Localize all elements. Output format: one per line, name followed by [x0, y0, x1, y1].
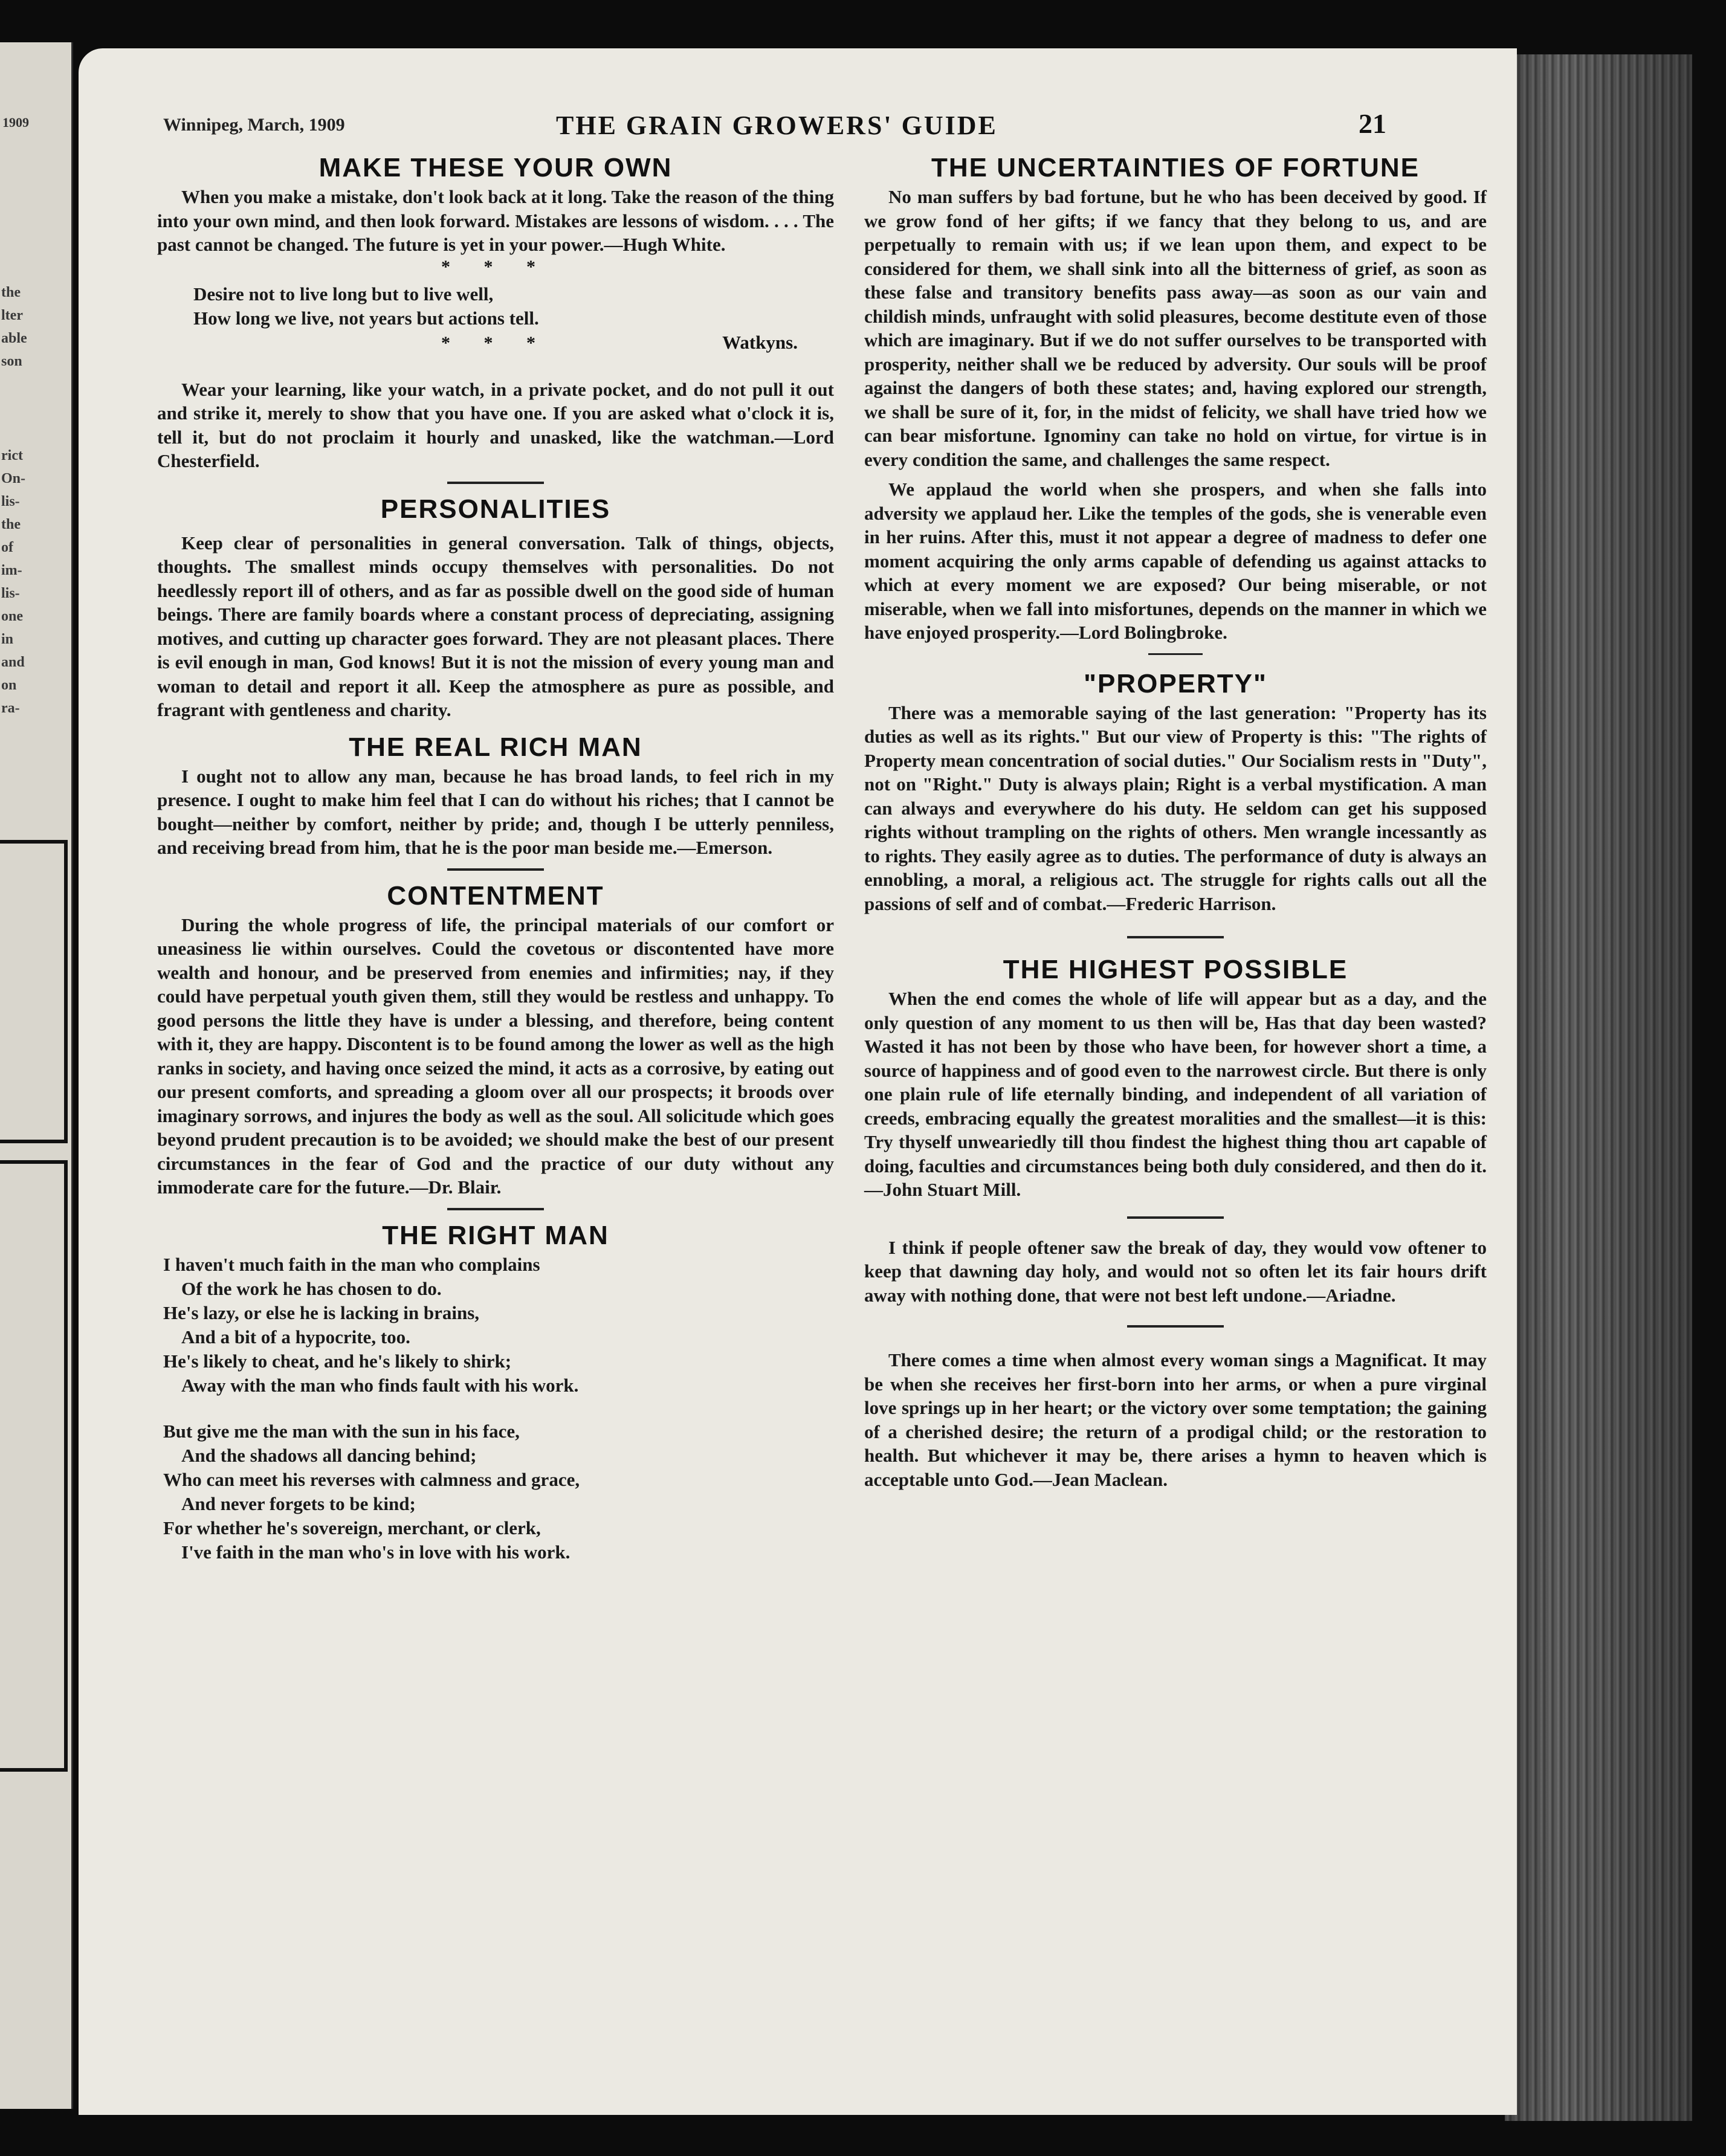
poem-line: I haven't much faith in the man who complains — [163, 1253, 540, 1275]
verse-line: Desire not to live long but to live well, — [193, 283, 494, 305]
newspaper-page — [79, 48, 1517, 2115]
section-title-highest-possible: THE HIGHEST POSSIBLE — [1003, 955, 1348, 984]
page-stack-edge — [1505, 54, 1692, 2121]
paragraph: Keep clear of personalities in general conversation. Talk of things, objects, thoughts. The smallest minds occupy themselves with personalities. Do not heedlessly report ill of others, and as far as possible dwell on the good side of human beings. There are family boards where a constant process of depreciating, assigning motives, and cutting up character goes forward. They are not pleasant places. There is evil enough in man, God knows! But it is not the mission of every young man and woman to detail and report it all. Keep the atmosphere as pure as possible, and fragrant with gentleness and charity. — [157, 532, 834, 720]
paragraph: During the whole progress of life, the principal materials of our comfort or uneasiness lie within ourselves. Could the covetous or discontented have more wealth and honour, and be preserved from enemies and infirmities; nay, if they could have perpetual youth given them, still they would be restless and unhappy. To good persons the little they have is under a blessing, and therefore, being content with it, they are happy. Discontent is to be found among the lower as well as the high ranks in society, and having once seized the mind, it acts as a corrosive, by eating out our present comforts, and spreading a gloom over all our prospects; it broods over imaginary sorrows, and injures the body as well as the soul. All solicitude which goes beyond prudent precaution is to be avoided; we should make the best of our present circumstances in the fear of God and the practice of our duty without any immoderate care for the future.—Dr. Blair. — [157, 914, 834, 1198]
section-title-uncertainties: THE UNCERTAINTIES OF FORTUNE — [931, 153, 1420, 182]
section-rule — [1127, 1325, 1224, 1328]
adjacent-page-fragment: in — [1, 631, 14, 647]
adjacent-page-box — [0, 1160, 68, 1772]
left-column — [157, 151, 834, 1564]
adjacent-page-fragment: able — [1, 331, 27, 346]
poem-line: And a bit of a hypocrite, too. — [181, 1326, 410, 1348]
section-title-contentment: CONTENTMENT — [387, 880, 604, 911]
poem-line: For whether he's sovereign, merchant, or clerk, — [163, 1517, 541, 1538]
adjacent-page-fragment: im- — [1, 563, 22, 578]
verse — [157, 282, 834, 331]
paragraph: I think if people oftener saw the break of day, they would vow oftener to keep that dawning day holy, and would not so often let its fair hours drift away with nothing done, that were not best left undone.—Ariadne. — [864, 1236, 1487, 1306]
poem-line: And the shadows all dancing behind; — [181, 1444, 477, 1466]
adjacent-page-fragment: on — [1, 677, 17, 693]
section-title-right-man: THE RIGHT MAN — [382, 1220, 609, 1250]
section-rule — [1148, 653, 1203, 655]
adjacent-page-year: 1909 — [2, 115, 29, 130]
poem-line: He's lazy, or else he is lacking in brains, — [163, 1302, 480, 1323]
adjacent-page-fragment: the — [1, 517, 21, 532]
adjacent-page-fragment: lter — [1, 308, 23, 323]
adjacent-page-fragment: rict — [1, 448, 23, 463]
place-date: Winnipeg, March, 1909 — [163, 115, 345, 135]
adjacent-page-fragment: son — [1, 353, 22, 369]
paragraph: Wear your learning, like your watch, in a private pocket, and do not pull it out and strike it, merely to show that you have one. If you are asked what o'clock it is, tell it, but do not proclaim it hourly and unasked, like the watchman.—Lord Chesterfield. — [157, 378, 834, 471]
running-header — [79, 97, 1517, 157]
poem-line: He's likely to cheat, and he's likely to shirk; — [163, 1350, 512, 1372]
stars-divider: * * * — [441, 332, 550, 353]
poem-line: And never forgets to be kind; — [181, 1493, 416, 1514]
section-rule — [447, 1208, 544, 1210]
verse-attribution: Watkyns. — [722, 331, 798, 353]
publication-title: THE GRAIN GROWERS' GUIDE — [556, 111, 998, 140]
adjacent-page-fragment: On- — [1, 471, 26, 486]
paragraph: I ought not to allow any man, because he has broad lands, to feel rich in my presence. I ought to make him feel that I can do without his riches; that I cannot be bought—neither by comfort, neither by pride; and, though I be utterly penniless, and receiving bread from him, that he is the poor man beside me.—Emerson. — [157, 765, 834, 858]
adjacent-page-edge — [0, 42, 73, 2109]
section-rule — [447, 868, 544, 871]
adjacent-page-fragment: ra- — [1, 700, 20, 716]
paragraph: We applaud the world when she prospers, and when she falls into adversity we applaud her. Like the temples of the gods, she is venerable even in her ruins. After this, must it not appear a degree of madness to defer one moment acquiring the only arms capable of defending us against attacks to which at every moment we are exposed? Our being miserable, or not miserable, when we fall into misfortunes, depends on the manner in which we have enjoyed prosperity.—Lord Bolingbroke. — [864, 479, 1487, 643]
poem-line: But give me the man with the sun in his face, — [163, 1420, 520, 1442]
poem-stanza-1 — [157, 1253, 834, 1398]
section-title-property: "PROPERTY" — [1084, 668, 1267, 699]
adjacent-page-fragment: one — [1, 608, 23, 624]
section-rule — [447, 482, 544, 484]
section-rule — [1127, 936, 1224, 938]
paragraph: There comes a time when almost every woman sings a Magnificat. It may be when she receives her first-born into her arms, or when a pure virginal love springs up in her heart; or the victory over some temptation; the gaining of a cherished desire; the return of a prodigal child; or the restoration to health. But whichever it may be, there arises a hymn to heaven which is acceptable unto God.—Jean Maclean. — [864, 1349, 1487, 1490]
poem-line: Away with the man who finds fault with his work. — [181, 1374, 579, 1396]
poem-stanza-2 — [157, 1419, 834, 1564]
paragraph: When you make a mistake, don't look back at it long. Take the reason of the thing into your own mind, and then look forward. Mistakes are lessons of wisdom. . . . The past cannot be changed. The future is yet in your power.—Hugh White. — [157, 186, 834, 255]
poem-line: Who can meet his reverses with calmness and grace, — [163, 1468, 580, 1490]
paragraph: When the end comes the whole of life will appear but as a day, and the only question of any moment to us then will be, Has that day been wasted? Wasted it has not been by those who have been, for however short a time, a source of happiness and of good even to the narrowest circle. But there is only one plain rule of life eternally binding, and independent of all variation of creeds, embracing equally the greatest moralities and the smallest—it is this: Try thyself unweariedly till thou findest the highest thing thou art capable of doing, faculties and circumstances being both duly considered, and then do it.—John Stuart Mill. — [864, 988, 1487, 1200]
section-rule — [1127, 1216, 1224, 1219]
adjacent-page-box — [0, 840, 68, 1143]
poem-line: I've faith in the man who's in love with his work. — [181, 1541, 570, 1563]
paragraph: No man suffers by bad fortune, but he who has been deceived by good. If we grow fond of her gifts; if we fancy that they belong to us, and are perpetually to remain with us; if we lean upon them, and expect to be considered for them, we shall sink into all the bitterness of grief, as soon as these false and transitory benefits pass away—as soon as our vain and childish minds, unfraught with solid pleasures, become destitute even of those which are imaginary. But if we do not suffer ourselves to be transported with prosperity, neither shall we be reduced by adversity. Our souls will be proof against the dangers of both these states; and, having explored our strength, we shall be sure of it, for, in the midst of felicity, we shall have tried how we can bear misfortune. Ignominy can take no hold on virtue, for virtue is in every condition the same, and challenges the same respect. — [864, 186, 1487, 470]
section-title-personalities: PERSONALITIES — [380, 494, 611, 524]
stars-divider: * * * — [441, 256, 550, 277]
verse-line: How long we live, not years but actions tell. — [193, 307, 539, 329]
right-column — [864, 151, 1487, 1491]
paragraph: There was a memorable saying of the last generation: "Property has its duties as well as its rights." But our view of Property is this: "The rights of Property mean concentration of social duties." Our Socialism rests in "Duty", not on "Right." Duty is always plain; Right is a verbal mystification. A man can always and everywhere do his duty. He seldom can get his supposed rights without trampling on the rights of others. Men wrangle incessantly as to rights. They easily agree as to duties. The performance of duty is always an ennobling, a moral, a religious act. The struggle for rights calls out all the passions of self and of combat.—Frederic Harrison. — [864, 702, 1487, 914]
poem-line: Of the work he has chosen to do. — [181, 1277, 442, 1299]
adjacent-page-fragment: lis- — [1, 494, 20, 509]
section-title-real-rich-man: THE REAL RICH MAN — [349, 732, 642, 762]
adjacent-page-fragment: and — [1, 654, 25, 670]
adjacent-page-fragment: lis- — [1, 586, 20, 601]
adjacent-page-fragment: of — [1, 540, 13, 555]
page-number: 21 — [1359, 108, 1386, 139]
section-title-make-these: MAKE THESE YOUR OWN — [318, 153, 673, 182]
adjacent-page-fragment: the — [1, 285, 21, 300]
